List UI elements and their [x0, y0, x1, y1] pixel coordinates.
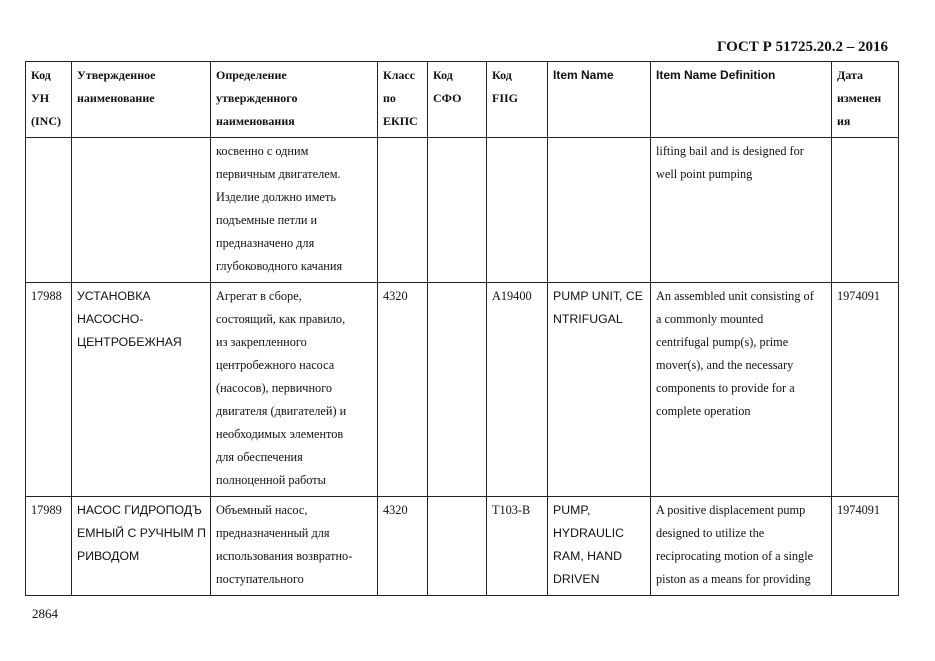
cell-definition: косвенно с одним первичным двигателем. Изделие должно иметь подъемные петли и предназначено для глубоководного качания	[211, 138, 378, 283]
cell-definition: Агрегат в сборе, состоящий, как правило, из закрепленного центробежного насоса (насосов), первичного двигателя (двигателей) и необходимых элементов для обеспечения полноценной работы	[211, 283, 378, 497]
page-number: 2864	[32, 606, 58, 621]
cell-empty	[428, 138, 487, 283]
cell-inc: 17989	[26, 497, 72, 596]
cell-ekps-class: 4320	[378, 283, 428, 497]
cell-sfo-code	[428, 283, 487, 497]
cell-change-date: 1974091	[832, 283, 899, 497]
table-row	[26, 497, 899, 596]
table-header-row	[26, 62, 899, 138]
header-definition: Определение утвержденного наименования	[211, 62, 378, 138]
cell-item-name-definition: A positive displacement pump designed to utilize the reciprocating motion of a single piston as a means for providing	[651, 497, 832, 596]
cell-fiig-code: T103-B	[487, 497, 548, 596]
cell-item-name-definition: lifting bail and is designed for well point pumping	[651, 138, 832, 283]
catalog-table	[25, 61, 899, 596]
cell-item-name: PUMP UNIT, CENTRIFUGAL	[548, 283, 651, 497]
cell-empty	[72, 138, 211, 283]
cell-empty	[487, 138, 548, 283]
header-inc: Код УН (INC)	[26, 62, 72, 138]
header-fiig-code: Код FIIG	[487, 62, 548, 138]
header-sfo-code: Код СФО	[428, 62, 487, 138]
header-item-name-definition: Item Name Definition	[651, 62, 832, 138]
cell-ekps-class: 4320	[378, 497, 428, 596]
document-standard-number: ГОСТ Р 51725.20.2 – 2016	[716, 39, 888, 55]
table-row-continued	[26, 138, 899, 283]
header-ekps-class: Класс по ЕКПС	[378, 62, 428, 138]
cell-change-date: 1974091	[832, 497, 899, 596]
cell-empty	[378, 138, 428, 283]
cell-approved-name: НАСОС ГИДРОПОДЪЕМНЫЙ С РУЧНЫМ ПРИВОДОМ	[72, 497, 211, 596]
cell-definition: Объемный насос, предназначенный для использования возвратно- поступательного	[211, 497, 378, 596]
table-row	[26, 283, 899, 497]
cell-empty	[548, 138, 651, 283]
cell-item-name: PUMP, HYDRAULIC RAM, HAND DRIVEN	[548, 497, 651, 596]
header-change-date: Дата изменен ия	[832, 62, 899, 138]
header-item-name: Item Name	[548, 62, 651, 138]
cell-inc: 17988	[26, 283, 72, 497]
cell-sfo-code	[428, 497, 487, 596]
cell-item-name-definition: An assembled unit consisting of a commonly mounted centrifugal pump(s), prime mover(s), and the necessary components to provide for a complete operation	[651, 283, 832, 497]
cell-empty	[832, 138, 899, 283]
cell-empty	[26, 138, 72, 283]
cell-fiig-code: A19400	[487, 283, 548, 497]
header-approved-name: Утвержденное наименование	[72, 62, 211, 138]
cell-approved-name: УСТАНОВКА НАСОСНО-ЦЕНТРОБЕЖНАЯ	[72, 283, 211, 497]
